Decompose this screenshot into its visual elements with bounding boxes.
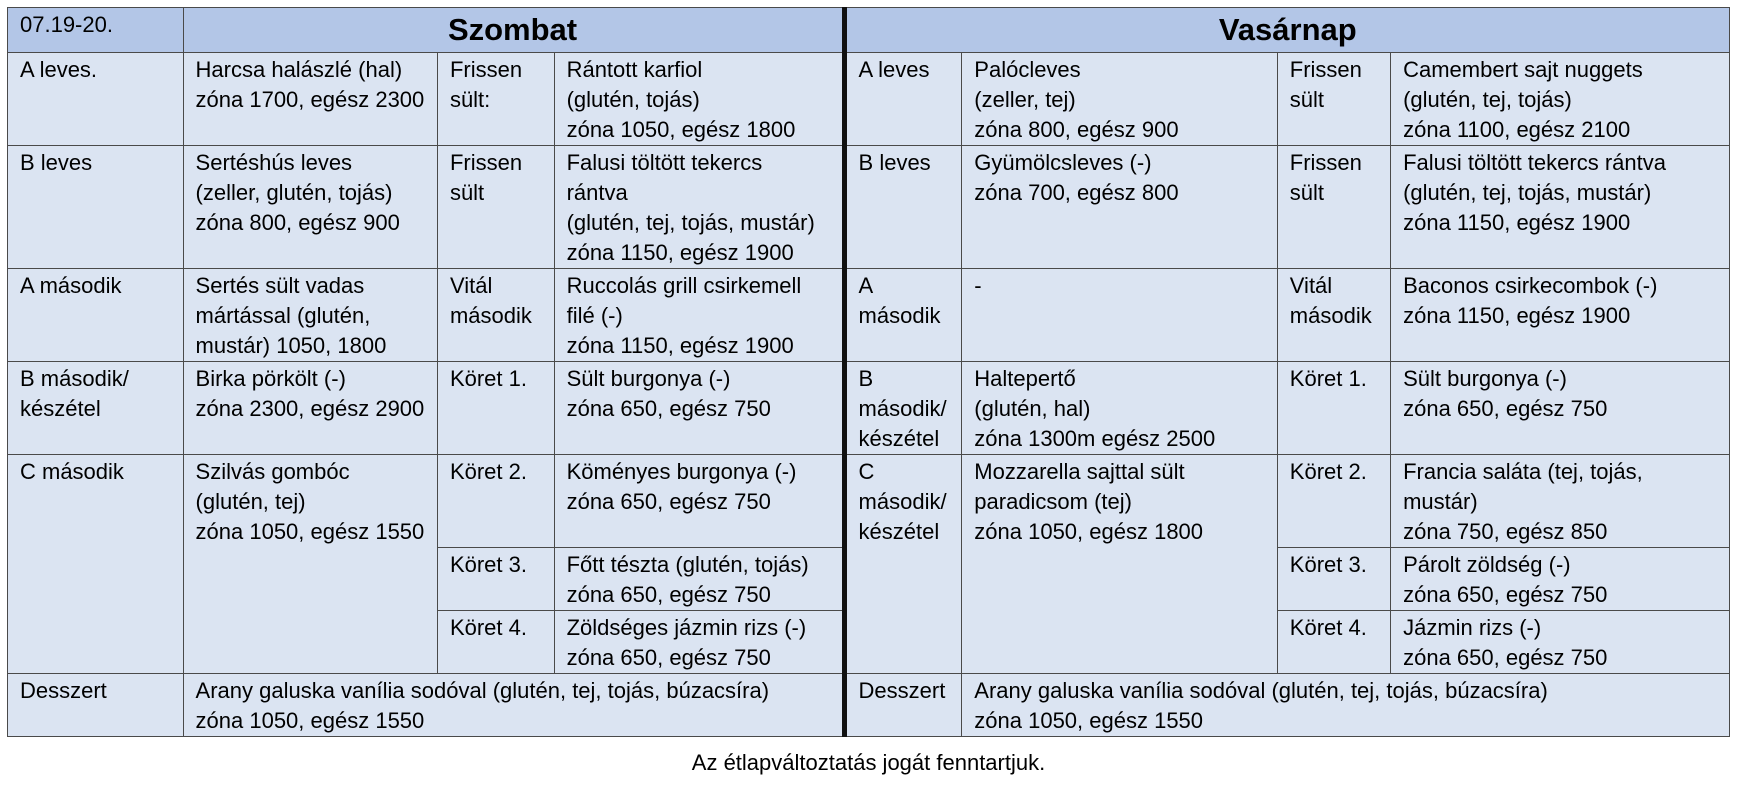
sunday-side-dish-line: Baconos csirkecombok (-): [1403, 273, 1658, 298]
menu-row: [8, 269, 1730, 362]
saturday-course-label: B leves: [8, 146, 184, 269]
sunday-dessert-line: Arany galuska vanília sodóval (glutén, tej, tojás, búzacsíra): [974, 678, 1548, 703]
sunday-side-label-line: sült: [1289, 180, 1325, 205]
saturday-side-label: [437, 146, 554, 269]
saturday-side-dish-line: Zöldséges jázmin rizs (-): [566, 615, 807, 640]
sunday-course-label: Desszert: [844, 674, 962, 737]
sunday-side-label: Köret 2.: [1277, 455, 1390, 548]
saturday-side-dish-line: (glutén, tej, tojás, mustár): [566, 210, 815, 235]
sunday-side-dish-line: Párolt zöldség (-): [1403, 552, 1571, 577]
sunday-course-label-line: második/: [858, 489, 947, 514]
menu-row: [8, 146, 1730, 269]
sunday-dish-line: zóna 800, egész 900: [974, 117, 1179, 142]
sunday-side-dish: [1391, 53, 1730, 146]
saturday-dessert-line: Arany galuska vanília sodóval (glutén, tej, tojás, búzacsíra): [195, 678, 770, 703]
sunday-course-label-line: A: [858, 273, 874, 298]
saturday-dish-line: (glutén, tej): [195, 489, 306, 514]
saturday-side-label: Köret 2.: [437, 455, 554, 548]
header-row: [8, 8, 1730, 53]
sunday-side-dish-line: Francia saláta (tej, tojás,: [1403, 459, 1643, 484]
sunday-dish-line: -: [974, 273, 982, 298]
saturday-side-label: [437, 362, 554, 455]
saturday-course-label: A leves.: [8, 53, 184, 146]
saturday-side-dish-line: (glutén, tojás): [566, 87, 700, 112]
sunday-side-dish-line: mustár): [1403, 489, 1478, 514]
menu-row: [8, 455, 1730, 548]
saturday-dish-line: Sertéshús leves: [195, 150, 353, 175]
sunday-side-label: Köret 4.: [1277, 611, 1390, 674]
sunday-side-dish-line: zóna 650, egész 750: [1403, 396, 1608, 421]
saturday-dish-line: mustár) 1050, 1800: [195, 333, 387, 358]
saturday-dessert: [183, 674, 844, 737]
menu-row: [8, 53, 1730, 146]
saturday-course-label: A második: [8, 269, 184, 362]
saturday-side-label: [437, 53, 554, 146]
saturday-side-dish-line: zóna 1150, egész 1900: [566, 240, 794, 265]
sunday-dish-line: zóna 1050, egész 1800: [974, 519, 1204, 544]
sunday-side-label: [1277, 53, 1390, 146]
sunday-course-label: [844, 269, 962, 362]
saturday-side-dish-line: Köményes burgonya (-): [566, 459, 797, 484]
sunday-dish-line: Haltepertő: [974, 366, 1076, 391]
saturday-side-dish: [554, 548, 844, 611]
sunday-course-label: [844, 362, 962, 455]
sunday-course-label-line: C: [858, 459, 875, 484]
saturday-side-label-line: Vitál: [449, 273, 493, 298]
sunday-dish: [962, 362, 1278, 455]
saturday-dish-line: Birka pörkölt (-): [195, 366, 346, 391]
sunday-course-label-line: B leves: [858, 150, 931, 175]
day-header-saturday: Szombat: [183, 8, 844, 53]
saturday-course-label: Desszert: [8, 674, 184, 737]
saturday-side-dish-line: Főtt tészta (glutén, tojás): [566, 552, 809, 577]
saturday-course-label: C második: [8, 455, 184, 674]
saturday-side-dish-line: zóna 650, egész 750: [566, 489, 771, 514]
sunday-side-dish: [1391, 146, 1730, 269]
sunday-side-label-line: Köret 1.: [1289, 366, 1367, 391]
saturday-dish-line: zóna 1050, egész 1550: [195, 519, 425, 544]
saturday-side-label: Köret 3.: [437, 548, 554, 611]
saturday-side-dish: [554, 611, 844, 674]
saturday-dessert-line: zóna 1050, egész 1550: [195, 708, 425, 733]
saturday-side-dish-line: Rántott karfiol: [566, 57, 703, 82]
sunday-side-label-line: sült: [1289, 87, 1325, 112]
sunday-side-dish-line: Falusi töltött tekercs rántva: [1403, 150, 1666, 175]
saturday-dish: [183, 146, 437, 269]
sunday-side-dish-line: zóna 650, egész 750: [1403, 645, 1608, 670]
sunday-side-dish: [1391, 362, 1730, 455]
dessert-row: [8, 674, 1730, 737]
sunday-dish-line: Mozzarella sajttal sült: [974, 459, 1185, 484]
saturday-side-dish: [554, 269, 844, 362]
sunday-side-dish-line: zóna 1150, egész 1900: [1403, 303, 1631, 328]
saturday-dish-line: Szilvás gombóc: [195, 459, 350, 484]
saturday-dish-line: Harcsa halászlé (hal): [195, 57, 403, 82]
saturday-side-label-line: Frissen: [449, 150, 523, 175]
sunday-course-label: [844, 146, 962, 269]
sunday-side-dish-line: Camembert sajt nuggets: [1403, 57, 1643, 82]
sunday-side-label: [1277, 146, 1390, 269]
menu-date: 07.19-20.: [8, 8, 184, 53]
sunday-dish: [962, 455, 1278, 674]
sunday-side-label: [1277, 269, 1390, 362]
saturday-side-dish: [554, 455, 844, 548]
saturday-side-label-line: Frissen: [449, 57, 523, 82]
sunday-side-dish-line: Sült burgonya (-): [1403, 366, 1567, 391]
menu-row: [8, 362, 1730, 455]
sunday-dish-line: zóna 1300m egész 2500: [974, 426, 1216, 451]
saturday-side-dish-line: filé (-): [566, 303, 623, 328]
sunday-course-label-line: második: [858, 303, 941, 328]
menu-change-notice: Az étlapváltoztatás jogát fenntartjuk.: [691, 750, 1046, 775]
saturday-side-dish-line: Sült burgonya (-): [566, 366, 731, 391]
saturday-side-dish-line: zóna 650, egész 750: [566, 396, 771, 421]
sunday-course-label: [844, 455, 962, 674]
saturday-side-dish-line: rántva: [566, 180, 628, 205]
sunday-side-dish: [1391, 455, 1730, 548]
sunday-side-dish-line: zóna 650, egész 750: [1403, 582, 1608, 607]
saturday-dish-line: zóna 1700, egész 2300: [195, 87, 425, 112]
sunday-side-dish: [1391, 269, 1730, 362]
sunday-side-label-line: Frissen: [1289, 57, 1362, 82]
saturday-side-label-line: második: [449, 303, 532, 328]
sunday-dish-line: (zeller, tej): [974, 87, 1076, 112]
sunday-side-dish-line: Jázmin rizs (-): [1403, 615, 1542, 640]
saturday-side-dish-line: Ruccolás grill csirkemell: [566, 273, 802, 298]
sunday-course-label-line: készétel: [858, 519, 940, 544]
sunday-dish: [962, 269, 1278, 362]
saturday-dish: [183, 455, 437, 674]
saturday-side-dish: [554, 53, 844, 146]
saturday-side-dish: [554, 146, 844, 269]
sunday-course-label: [844, 53, 962, 146]
sunday-side-dish-line: zóna 1100, egész 2100: [1403, 117, 1631, 142]
sunday-dish-line: (glutén, hal): [974, 396, 1091, 421]
sunday-side-label-line: második: [1289, 303, 1372, 328]
sunday-side-label-line: Vitál: [1289, 273, 1333, 298]
sunday-dish-line: Gyümölcsleves (-): [974, 150, 1152, 175]
saturday-dish-line: Sertés sült vadas: [195, 273, 365, 298]
sunday-side-dish-line: (glutén, tej, tojás, mustár): [1403, 180, 1652, 205]
saturday-side-label: Köret 4.: [437, 611, 554, 674]
saturday-side-label: [437, 269, 554, 362]
sunday-dish-line: zóna 700, egész 800: [974, 180, 1179, 205]
saturday-side-label-line: sült:: [449, 87, 491, 112]
sunday-side-dish-line: (glutén, tej, tojás): [1403, 87, 1572, 112]
sunday-side-dish-line: zóna 1150, egész 1900: [1403, 210, 1631, 235]
saturday-side-dish-line: zóna 1150, egész 1900: [566, 333, 794, 358]
sunday-side-label-line: Frissen: [1289, 150, 1362, 175]
saturday-dish-line: zóna 800, egész 900: [195, 210, 400, 235]
sunday-course-label-line: B: [858, 366, 874, 391]
sunday-dish: [962, 53, 1278, 146]
sunday-course-label-line: készétel: [858, 426, 940, 451]
saturday-side-dish-line: zóna 1050, egész 1800: [566, 117, 796, 142]
sunday-side-dish: [1391, 611, 1730, 674]
sunday-dessert-line: zóna 1050, egész 1550: [974, 708, 1204, 733]
sunday-dessert: [962, 674, 1730, 737]
saturday-side-label-line: Köret 1.: [449, 366, 527, 391]
sunday-side-label: Köret 3.: [1277, 548, 1390, 611]
saturday-side-dish-line: Falusi töltött tekercs: [566, 150, 763, 175]
saturday-dish: [183, 362, 437, 455]
sunday-course-label-line: A leves: [858, 57, 930, 82]
saturday-side-dish-line: zóna 650, egész 750: [566, 582, 771, 607]
weekend-menu-table: [7, 7, 1730, 737]
sunday-course-label-line: második/: [858, 396, 947, 421]
saturday-course-label: B második/ készétel: [8, 362, 184, 455]
saturday-side-dish-line: zóna 650, egész 750: [566, 645, 771, 670]
sunday-dish-line: Palócleves: [974, 57, 1081, 82]
saturday-dish: [183, 269, 437, 362]
sunday-dish-line: paradicsom (tej): [974, 489, 1132, 514]
saturday-dish-line: (zeller, glutén, tojás): [195, 180, 393, 205]
saturday-dish-line: mártással (glutén,: [195, 303, 371, 328]
sunday-side-dish-line: zóna 750, egész 850: [1403, 519, 1608, 544]
sunday-side-label: [1277, 362, 1390, 455]
sunday-side-dish: [1391, 548, 1730, 611]
saturday-side-label-line: sült: [449, 180, 485, 205]
saturday-dish: [183, 53, 437, 146]
saturday-side-dish: [554, 362, 844, 455]
sunday-dish: [962, 146, 1278, 269]
saturday-dish-line: zóna 2300, egész 2900: [195, 396, 425, 421]
day-header-sunday: Vasárnap: [844, 8, 1729, 53]
